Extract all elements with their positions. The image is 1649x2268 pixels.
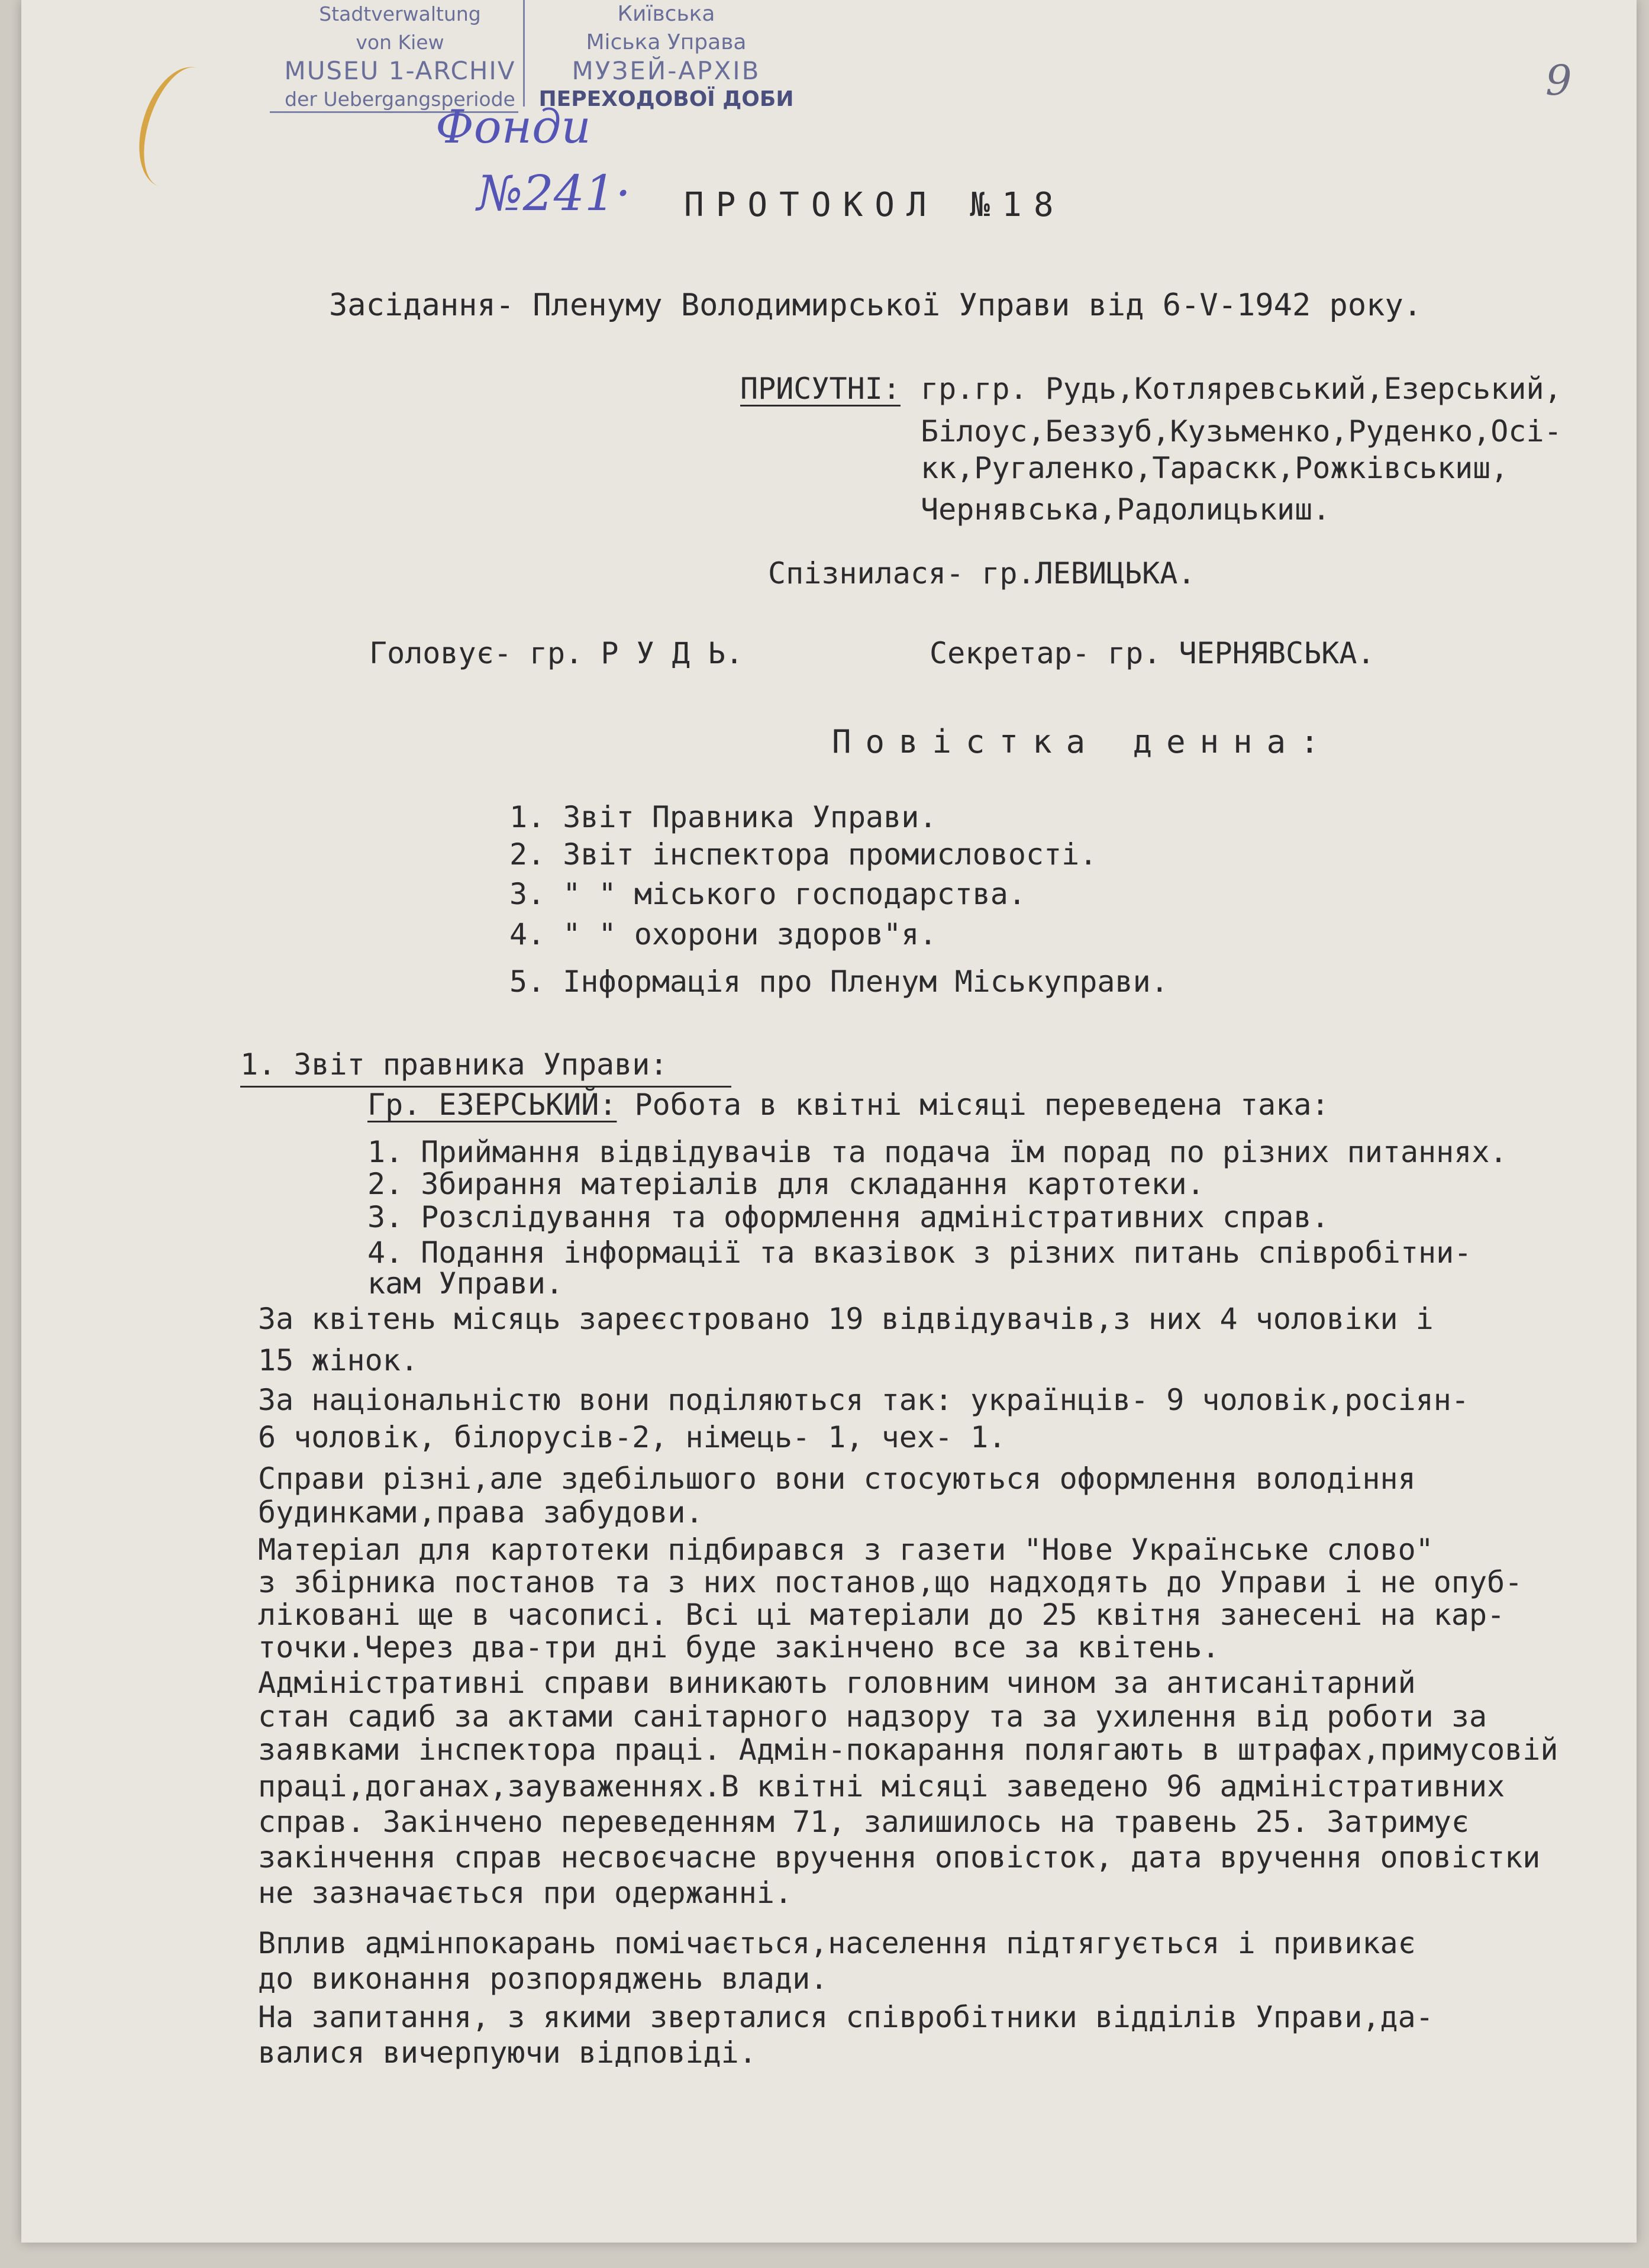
paragraph-line: з збірника постанов та з них постанов,що надходять до Управи і не опуб- <box>258 1565 1523 1599</box>
archive-stamp-ukrainian <box>536 0 796 114</box>
chairperson: Головує- гр. Р У Д Ь. <box>369 636 744 670</box>
work-item: 2. Збирання матеріалів для складання картотеки. <box>367 1167 1205 1201</box>
stamp-line: von Kiew <box>356 31 444 54</box>
paragraph-line: ліковані ще в часописі. Всі ці матеріали до 25 квітня занесені на кар- <box>258 1598 1505 1632</box>
secretary: Секретар- гр. ЧЕРНЯВСЬКА. <box>930 636 1375 670</box>
paragraph-line: За квітень місяць зареєстровано 19 відвідувачів,з них 4 чоловіки і <box>258 1302 1434 1336</box>
paragraph-line: не зазначається при одержанні. <box>258 1876 793 1910</box>
present-line: Білоус,Беззуб,Кузьменко,Руденко,Осі- <box>921 414 1562 449</box>
paragraph-line: За національністю вони поділяються так: українців- 9 чоловік,росіян- <box>258 1383 1469 1417</box>
paragraph-line: валися вичерпуючи відповіді. <box>258 2035 757 2070</box>
stamp-line: der Uebergangsperiode <box>285 88 515 111</box>
stamp-line: MUSEU 1-ARCHIV <box>284 56 516 85</box>
agenda-item: 3. " " міського господарства. <box>509 877 1026 911</box>
stamp-divider <box>523 0 525 107</box>
stamp-line: Міська Управа <box>586 30 747 54</box>
margin-pencil-mark <box>125 57 231 198</box>
agenda-item: 4. " " охорони здоров"я. <box>509 917 937 951</box>
present-line: гр.гр. Рудь,Котляревський,Езерський, <box>921 372 1562 406</box>
late-arrival: Спізнилася- гр.ЛЕВИЦЬКА. <box>768 556 1196 591</box>
agenda-item: 1. Звіт Правника Управи. <box>509 800 937 834</box>
paragraph-line: закінчення справ несвоєчасне вручення оповісток, дата вручення оповістки <box>258 1840 1541 1875</box>
document-subtitle: Засідання- Пленуму Володимирської Управи від 6-V-1942 року. <box>329 288 1422 323</box>
paragraph-line: 6 чоловік, білорусів-2, німець- 1, чех- 1. <box>258 1420 1006 1454</box>
work-item: 4. Подання інформації та вказівок з різних питань співробітни- <box>367 1235 1472 1270</box>
speaker-name: Гр. ЕЗЕРСЬКИЙ: <box>367 1088 617 1122</box>
paragraph-line: Матеріал для картотеки підбирався з газети "Нове Українське слово" <box>258 1533 1434 1567</box>
document-page <box>21 0 1637 2243</box>
paragraph-line: стан садиб за актами санітарного надзору та за ухилення від роботи за <box>258 1699 1487 1734</box>
paragraph-line: Адміністративні справи виникають головним чином за антисанітарний <box>258 1666 1416 1700</box>
speaker-line <box>367 1088 1329 1122</box>
paragraph-line: Справи різні,але здебільшого вони стосуються оформлення володіння <box>258 1462 1416 1496</box>
work-item: кам Управи. <box>367 1266 564 1301</box>
present-label: ПРИСУТНІ: <box>740 372 901 406</box>
document-title: ПРОТОКОЛ №18 <box>684 186 1066 224</box>
agenda-item: 2. Звіт інспектора промисловості. <box>509 837 1098 872</box>
handwritten-fond-number: №241· <box>477 166 631 222</box>
paragraph-line: справ. Закінчено переведенням 71, залишилось на травень 25. Затримує <box>258 1805 1469 1839</box>
stamp-line: Київська <box>617 2 715 26</box>
agenda-title: Повістка денна: <box>832 723 1334 760</box>
paragraph-line: На запитання, з якими зверталися співробітники відділів Управи,да- <box>258 2000 1434 2034</box>
paragraph-line: заявками інспектора праці. Адмін-покарання полягають в штрафах,примусовій <box>258 1733 1558 1767</box>
paragraph-line: 15 жінок. <box>258 1343 418 1377</box>
speaker-text: Робота в квітні місяці переведена така: <box>617 1088 1329 1122</box>
work-item: 1. Приймання відвідувачів та подача їм порад по різних питаннях. <box>367 1135 1508 1169</box>
work-item: 3. Розслідування та оформлення адміністративних справ. <box>367 1200 1329 1234</box>
section-heading: 1. Звіт правника Управи: <box>240 1047 668 1082</box>
paragraph-line: до виконання розпоряджень влади. <box>258 1961 828 1996</box>
handwritten-page-number: 9 <box>1545 56 1572 105</box>
agenda-item: 5. Інформація про Пленум Міськуправи. <box>509 964 1169 999</box>
paragraph-line: будинками,права забудови. <box>258 1495 704 1530</box>
stamp-line: ПЕРЕХОДОВОЇ ДОБИ <box>538 87 794 111</box>
archive-stamp-german <box>270 0 530 114</box>
stamp-line: Stadtverwaltung <box>319 2 481 25</box>
paragraph-line: праці,доганах,зауваженнях.В квітні місяці заведено 96 адміністративних <box>258 1769 1505 1804</box>
stamp-line: МУЗЕЙ-АРХІВ <box>572 56 761 85</box>
handwritten-fond: Фонди <box>435 101 591 154</box>
present-line: кк,Ругаленко,Тараскк,Рожківськиш, <box>921 451 1509 485</box>
present-line: Чернявська,Радолицькиш. <box>921 492 1331 527</box>
paragraph-line: точки.Через два-три дні буде закінчено все за квітень. <box>258 1630 1220 1664</box>
paragraph-line: Вплив адмінпокарань помічається,населення підтягується і привикає <box>258 1926 1416 1960</box>
